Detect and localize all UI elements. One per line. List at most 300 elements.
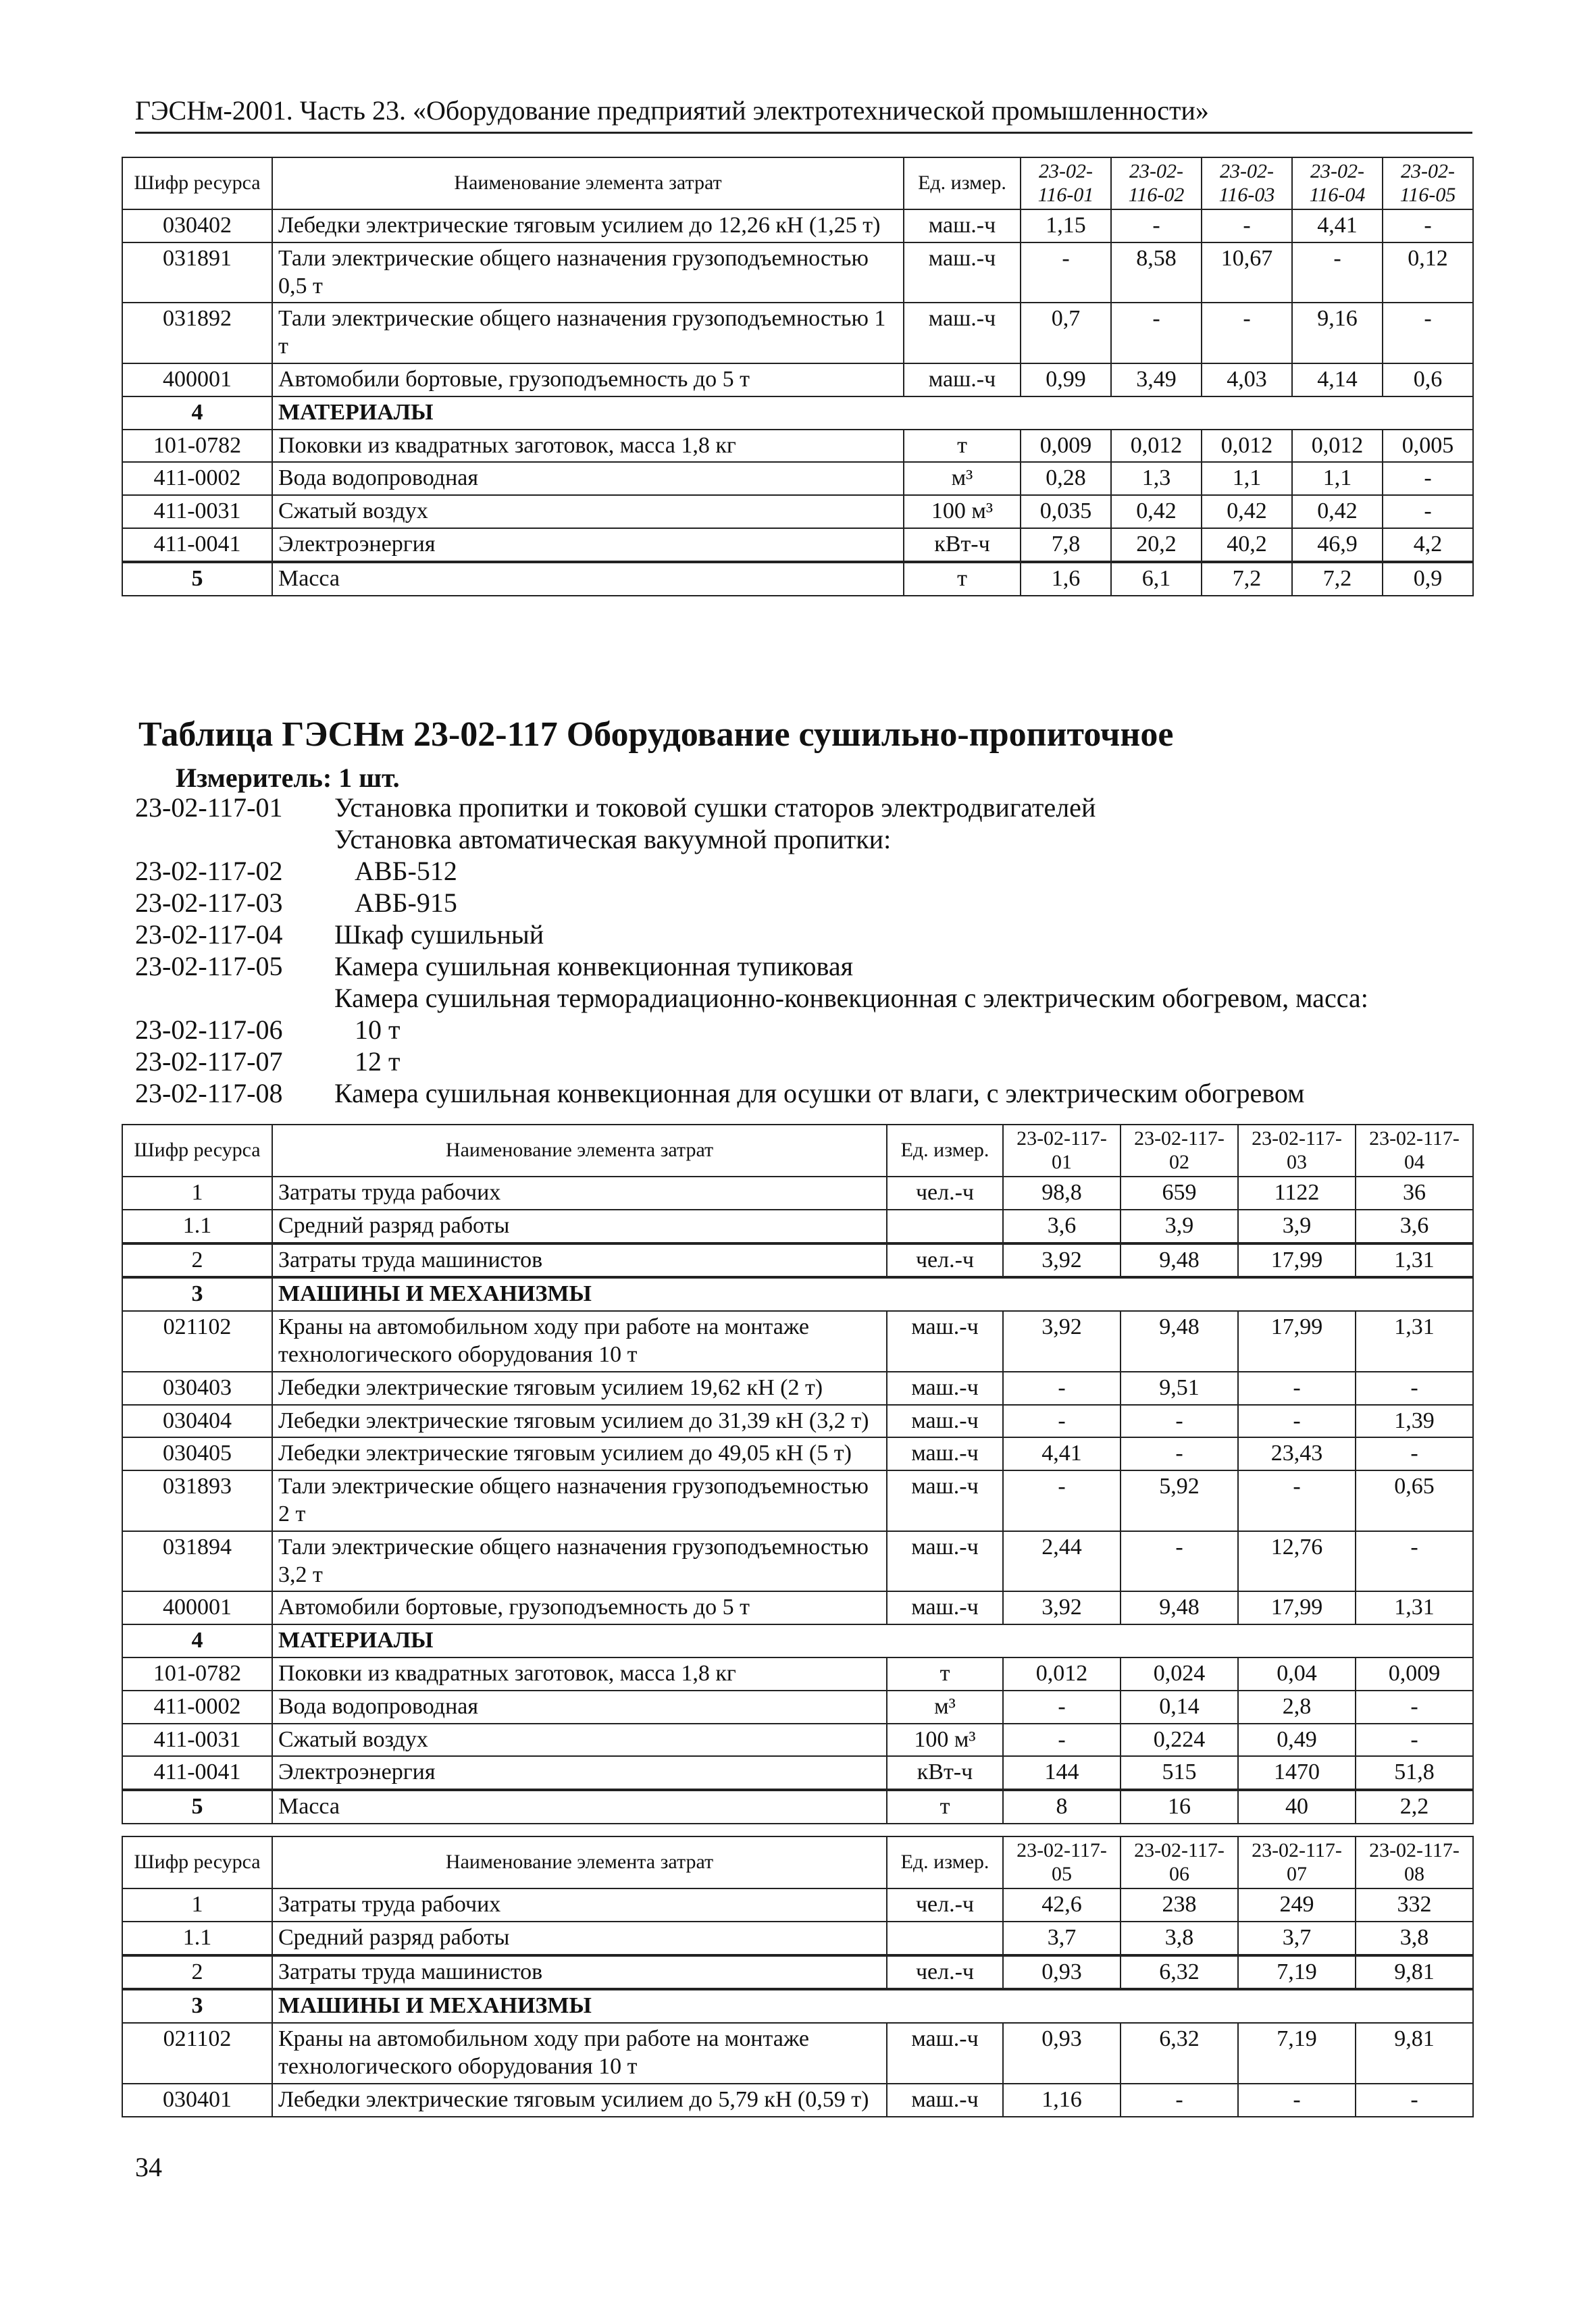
item-code: 23-02-117-02 xyxy=(135,856,283,886)
norm-value: 1,15 xyxy=(1021,209,1111,242)
norm-value: 8 xyxy=(1003,1790,1121,1824)
item-row xyxy=(135,823,1368,855)
table-row xyxy=(122,1691,1473,1724)
norm-value: - xyxy=(1383,303,1473,363)
norm-value: 0,005 xyxy=(1383,430,1473,463)
cost-element-name: Автомобили бортовые, грузоподъемность до 5 т xyxy=(272,1591,887,1624)
resource-table-116-continued xyxy=(122,157,1474,596)
norm-value: - xyxy=(1202,303,1292,363)
cost-element-name: Средний разряд работы xyxy=(272,1922,887,1955)
item-code: 23-02-117-03 xyxy=(135,888,283,918)
resource-code: 4 xyxy=(122,1624,272,1657)
resource-code: 030404 xyxy=(122,1405,272,1438)
table-header-row xyxy=(122,157,1473,209)
resource-code: 031891 xyxy=(122,242,272,303)
section-row xyxy=(122,1989,1473,2023)
cost-element-name: Лебедки электрические тяговым усилием до 31,39 кН (3,2 т) xyxy=(272,1405,887,1438)
resource-code: 411-0041 xyxy=(122,1756,272,1790)
norm-value: - xyxy=(1356,1372,1473,1405)
norm-value: 46,9 xyxy=(1292,528,1383,562)
item-description: АВБ-915 xyxy=(355,888,457,918)
measure-unit: Измеритель: 1 шт. xyxy=(176,763,400,793)
item-description: Установка автоматическая вакуумной пропитки: xyxy=(334,824,892,854)
norm-value: 0,04 xyxy=(1238,1657,1356,1691)
resource-code: 101-0782 xyxy=(122,1657,272,1691)
item-row xyxy=(135,792,1368,823)
norm-value: 0,42 xyxy=(1111,495,1202,528)
resource-table-117-a xyxy=(122,1124,1474,1824)
norm-value: 659 xyxy=(1121,1177,1238,1210)
cost-element-name: Лебедки электрические тяговым усилием до 49,05 кН (5 т) xyxy=(272,1437,887,1470)
table-header-row xyxy=(122,1836,1473,1888)
column-header-value: 23-02-117-04 xyxy=(1356,1125,1473,1177)
cost-element-name: Тали электрические общего назначения грузоподъемностью 2 т xyxy=(272,1470,887,1531)
resource-code: 3 xyxy=(122,1989,272,2023)
norm-value: 0,012 xyxy=(1003,1657,1121,1691)
column-header-value: 23-02-116-04 xyxy=(1292,157,1383,209)
norm-value: 4,41 xyxy=(1003,1437,1121,1470)
resource-code: 411-0031 xyxy=(122,1724,272,1757)
norm-value: 7,19 xyxy=(1238,1955,1356,1990)
column-header-unit: Ед. измер. xyxy=(904,157,1021,209)
norm-value: 1,16 xyxy=(1003,2084,1121,2117)
table-row xyxy=(122,1177,1473,1210)
norm-value: 0,009 xyxy=(1356,1657,1473,1691)
norm-value: 98,8 xyxy=(1003,1177,1121,1210)
norm-value: - xyxy=(1121,1405,1238,1438)
norm-value: 3,8 xyxy=(1121,1922,1238,1955)
section-row xyxy=(122,396,1473,430)
item-row xyxy=(135,950,1368,982)
norm-value: 40,2 xyxy=(1202,528,1292,562)
cost-element-name: Поковки из квадратных заготовок, масса 1,8 кг xyxy=(272,430,904,463)
norm-value: - xyxy=(1003,1691,1121,1724)
table-row xyxy=(122,562,1473,596)
norm-value: 8,58 xyxy=(1111,242,1202,303)
norm-value: 1,3 xyxy=(1111,462,1202,495)
column-header-value: 23-02-117-07 xyxy=(1238,1836,1356,1888)
column-header-value: 23-02-116-01 xyxy=(1021,157,1111,209)
unit-of-measure: м³ xyxy=(887,1691,1003,1724)
unit-of-measure: чел.-ч xyxy=(887,1243,1003,1278)
cost-element-name: Затраты труда рабочих xyxy=(272,1888,887,1922)
cost-element-name: Лебедки электрические тяговым усилием до 5,79 кН (0,59 т) xyxy=(272,2084,887,2117)
cost-element-name: Масса xyxy=(272,562,904,596)
item-code: 23-02-117-05 xyxy=(135,951,283,981)
column-header-unit: Ед. измер. xyxy=(887,1836,1003,1888)
norm-value: 3,6 xyxy=(1003,1210,1121,1243)
norm-value: 10,67 xyxy=(1202,242,1292,303)
unit-of-measure: маш.-ч xyxy=(904,363,1021,396)
unit-of-measure: маш.-ч xyxy=(887,2023,1003,2084)
unit-of-measure: чел.-ч xyxy=(887,1888,1003,1922)
table-row xyxy=(122,242,1473,303)
table-row xyxy=(122,2023,1473,2084)
cost-element-name: Затраты труда машинистов xyxy=(272,1243,887,1278)
unit-of-measure: маш.-ч xyxy=(904,303,1021,363)
section-name: МАШИНЫ И МЕХАНИЗМЫ xyxy=(272,1277,1473,1311)
unit-of-measure xyxy=(887,1210,1003,1243)
item-code: 23-02-117-01 xyxy=(135,792,283,823)
table-row xyxy=(122,1756,1473,1790)
unit-of-measure: маш.-ч xyxy=(887,1470,1003,1531)
resource-code: 2 xyxy=(122,1955,272,1990)
column-header-name: Наименование элемента затрат xyxy=(272,1125,887,1177)
norm-value: 0,7 xyxy=(1021,303,1111,363)
table-row xyxy=(122,1243,1473,1278)
resource-code: 031893 xyxy=(122,1470,272,1531)
table-row xyxy=(122,528,1473,562)
norm-value: 17,99 xyxy=(1238,1591,1356,1624)
norm-value: 1122 xyxy=(1238,1177,1356,1210)
norm-value: 7,2 xyxy=(1202,562,1292,596)
norm-value: - xyxy=(1121,1437,1238,1470)
cost-element-name: Тали электрические общего назначения грузоподъемностью 3,2 т xyxy=(272,1531,887,1592)
norm-value: 3,6 xyxy=(1356,1210,1473,1243)
table-row xyxy=(122,1311,1473,1372)
resource-table-117-b xyxy=(122,1836,1474,2117)
section-row xyxy=(122,1624,1473,1657)
cost-element-name: Автомобили бортовые, грузоподъемность до 5 т xyxy=(272,363,904,396)
norm-value: 515 xyxy=(1121,1756,1238,1790)
norm-value: 249 xyxy=(1238,1888,1356,1922)
norm-value: 0,99 xyxy=(1021,363,1111,396)
resource-code: 101-0782 xyxy=(122,430,272,463)
column-header-value: 23-02-116-05 xyxy=(1383,157,1473,209)
norm-value: 0,012 xyxy=(1202,430,1292,463)
norm-value: 42,6 xyxy=(1003,1888,1121,1922)
norm-value: - xyxy=(1383,495,1473,528)
cost-element-name: Затраты труда машинистов xyxy=(272,1955,887,1990)
resource-code: 021102 xyxy=(122,1311,272,1372)
norm-value: 0,65 xyxy=(1356,1470,1473,1531)
table-row xyxy=(122,430,1473,463)
table-row xyxy=(122,1724,1473,1757)
resource-code: 1.1 xyxy=(122,1922,272,1955)
table-row xyxy=(122,1405,1473,1438)
cost-element-name: Масса xyxy=(272,1790,887,1824)
norm-value: 9,81 xyxy=(1356,2023,1473,2084)
resource-code: 030401 xyxy=(122,2084,272,2117)
norm-value: 0,93 xyxy=(1003,1955,1121,1990)
norm-value: - xyxy=(1238,1470,1356,1531)
norm-value: 1470 xyxy=(1238,1756,1356,1790)
table-row xyxy=(122,303,1473,363)
column-header-value: 23-02-116-02 xyxy=(1111,157,1202,209)
cost-element-name: Электроэнергия xyxy=(272,1756,887,1790)
item-description: Установка пропитки и токовой сушки статоров электродвигателей xyxy=(334,792,1096,823)
resource-code: 2 xyxy=(122,1243,272,1278)
table-row xyxy=(122,1657,1473,1691)
column-header-value: 23-02-117-05 xyxy=(1003,1836,1121,1888)
norm-value: 40 xyxy=(1238,1790,1356,1824)
unit-of-measure: маш.-ч xyxy=(904,242,1021,303)
table-row xyxy=(122,2084,1473,2117)
column-header-value: 23-02-117-01 xyxy=(1003,1125,1121,1177)
norm-value: - xyxy=(1238,1405,1356,1438)
cost-element-name: Сжатый воздух xyxy=(272,1724,887,1757)
norm-value: 3,9 xyxy=(1121,1210,1238,1243)
norm-value: 0,9 xyxy=(1383,562,1473,596)
norm-value: - xyxy=(1238,1372,1356,1405)
norm-value: - xyxy=(1356,1437,1473,1470)
norm-value: 12,76 xyxy=(1238,1531,1356,1592)
norm-value: 7,19 xyxy=(1238,2023,1356,2084)
norm-value: 1,31 xyxy=(1356,1243,1473,1278)
norm-value: 1,1 xyxy=(1292,462,1383,495)
item-row xyxy=(135,887,1368,919)
section-row xyxy=(122,1277,1473,1311)
resource-code: 411-0031 xyxy=(122,495,272,528)
norm-value: 9,51 xyxy=(1121,1372,1238,1405)
item-code: 23-02-117-08 xyxy=(135,1078,283,1108)
section-name: МАШИНЫ И МЕХАНИЗМЫ xyxy=(272,1989,1473,2023)
item-row xyxy=(135,855,1368,887)
norm-value: 9,48 xyxy=(1121,1243,1238,1278)
unit-of-measure: маш.-ч xyxy=(887,1311,1003,1372)
item-row xyxy=(135,1014,1368,1046)
resource-code: 1 xyxy=(122,1888,272,1922)
norm-value: 0,12 xyxy=(1383,242,1473,303)
norm-value: 3,7 xyxy=(1003,1922,1121,1955)
item-description: 12 т xyxy=(355,1046,401,1077)
norm-value: 6,32 xyxy=(1121,2023,1238,2084)
norm-value: 3,49 xyxy=(1111,363,1202,396)
norm-value: 23,43 xyxy=(1238,1437,1356,1470)
unit-of-measure: маш.-ч xyxy=(887,1405,1003,1438)
norm-value: 1,31 xyxy=(1356,1311,1473,1372)
table-row xyxy=(122,1470,1473,1531)
norm-value: - xyxy=(1356,2084,1473,2117)
cost-element-name: Краны на автомобильном ходу при работе на монтаже технологического оборудования 10 т xyxy=(272,2023,887,2084)
norm-value: 0,012 xyxy=(1292,430,1383,463)
item-row xyxy=(135,1046,1368,1077)
column-header-code: Шифр ресурса xyxy=(122,1836,272,1888)
resource-code: 400001 xyxy=(122,363,272,396)
cost-element-name: Тали электрические общего назначения грузоподъемностью 0,5 т xyxy=(272,242,904,303)
norm-value: 9,48 xyxy=(1121,1591,1238,1624)
norm-value: 16 xyxy=(1121,1790,1238,1824)
norm-value: 2,8 xyxy=(1238,1691,1356,1724)
item-description: Камера сушильная конвекционная тупиковая xyxy=(334,951,854,981)
table-row xyxy=(122,1888,1473,1922)
unit-of-measure: маш.-ч xyxy=(887,1591,1003,1624)
norm-value: 20,2 xyxy=(1111,528,1202,562)
column-header-value: 23-02-117-02 xyxy=(1121,1125,1238,1177)
norm-value: 4,14 xyxy=(1292,363,1383,396)
cost-element-name: Затраты труда рабочих xyxy=(272,1177,887,1210)
norm-value: - xyxy=(1121,1531,1238,1592)
unit-of-measure: м³ xyxy=(904,462,1021,495)
column-header-value: 23-02-117-06 xyxy=(1121,1836,1238,1888)
item-row xyxy=(135,982,1368,1014)
cost-element-name: Средний разряд работы xyxy=(272,1210,887,1243)
unit-of-measure: кВт-ч xyxy=(904,528,1021,562)
norm-value: 3,92 xyxy=(1003,1591,1121,1624)
item-description: АВБ-512 xyxy=(355,856,457,886)
norm-value: - xyxy=(1111,303,1202,363)
item-description: Шкаф сушильный xyxy=(334,919,544,950)
norm-value: - xyxy=(1003,1724,1121,1757)
norm-value: 144 xyxy=(1003,1756,1121,1790)
unit-of-measure: т xyxy=(904,562,1021,596)
cost-element-name: Электроэнергия xyxy=(272,528,904,562)
item-description: Камера сушильная конвекционная для осушки от влаги, с электрическим обогревом xyxy=(334,1078,1305,1108)
unit-of-measure: маш.-ч xyxy=(887,1437,1003,1470)
norm-value: - xyxy=(1356,1691,1473,1724)
resource-code: 030402 xyxy=(122,209,272,242)
norm-value: 0,012 xyxy=(1111,430,1202,463)
cost-element-name: Вода водопроводная xyxy=(272,462,904,495)
table-row xyxy=(122,495,1473,528)
resource-code: 3 xyxy=(122,1277,272,1311)
norm-value: 0,42 xyxy=(1202,495,1292,528)
column-header-unit: Ед. измер. xyxy=(887,1125,1003,1177)
cost-element-name: Лебедки электрические тяговым усилием 19,62 кН (2 т) xyxy=(272,1372,887,1405)
unit-of-measure: чел.-ч xyxy=(887,1177,1003,1210)
unit-of-measure: маш.-ч xyxy=(887,1372,1003,1405)
page-number: 34 xyxy=(135,2152,162,2182)
item-code: 23-02-117-06 xyxy=(135,1014,283,1045)
norm-value: 1,31 xyxy=(1356,1591,1473,1624)
unit-of-measure: 100 м³ xyxy=(904,495,1021,528)
unit-of-measure: маш.-ч xyxy=(887,1531,1003,1592)
column-header-name: Наименование элемента затрат xyxy=(272,1836,887,1888)
norm-value: 51,8 xyxy=(1356,1756,1473,1790)
norm-value: - xyxy=(1383,209,1473,242)
table-row xyxy=(122,1955,1473,1990)
norm-value: - xyxy=(1356,1531,1473,1592)
table-row xyxy=(122,363,1473,396)
table-header-row xyxy=(122,1125,1473,1177)
norm-value: - xyxy=(1003,1470,1121,1531)
norm-value: 3,7 xyxy=(1238,1922,1356,1955)
resource-code: 411-0002 xyxy=(122,1691,272,1724)
table-title: Таблица ГЭСНм 23-02-117 Оборудование сушильно-пропиточное xyxy=(138,715,1174,754)
norm-value: 17,99 xyxy=(1238,1243,1356,1278)
table-row xyxy=(122,1922,1473,1955)
norm-value: - xyxy=(1383,462,1473,495)
table-row xyxy=(122,1372,1473,1405)
norm-value: 17,99 xyxy=(1238,1311,1356,1372)
norm-value: - xyxy=(1121,2084,1238,2117)
norm-value: - xyxy=(1003,1405,1121,1438)
table-row xyxy=(122,1531,1473,1592)
norm-value: 0,024 xyxy=(1121,1657,1238,1691)
norm-value: 2,2 xyxy=(1356,1790,1473,1824)
norm-value: 7,2 xyxy=(1292,562,1383,596)
resource-code: 4 xyxy=(122,396,272,430)
unit-of-measure: маш.-ч xyxy=(904,209,1021,242)
norm-value: 36 xyxy=(1356,1177,1473,1210)
resource-code: 400001 xyxy=(122,1591,272,1624)
unit-of-measure: т xyxy=(904,430,1021,463)
norm-value: 7,8 xyxy=(1021,528,1111,562)
item-row xyxy=(135,919,1368,950)
norm-value: 3,92 xyxy=(1003,1243,1121,1278)
norm-value: 3,9 xyxy=(1238,1210,1356,1243)
norm-value: 0,224 xyxy=(1121,1724,1238,1757)
resource-code: 031894 xyxy=(122,1531,272,1592)
unit-of-measure: т xyxy=(887,1657,1003,1691)
norm-value: 9,16 xyxy=(1292,303,1383,363)
norm-value: - xyxy=(1356,1724,1473,1757)
unit-of-measure xyxy=(887,1922,1003,1955)
resource-code: 1 xyxy=(122,1177,272,1210)
section-name: МАТЕРИАЛЫ xyxy=(272,1624,1473,1657)
column-header-value: 23-02-116-03 xyxy=(1202,157,1292,209)
norm-value: 332 xyxy=(1356,1888,1473,1922)
unit-of-measure: чел.-ч xyxy=(887,1955,1003,1990)
column-header-code: Шифр ресурса xyxy=(122,157,272,209)
resource-code: 1.1 xyxy=(122,1210,272,1243)
column-header-name: Наименование элемента затрат xyxy=(272,157,904,209)
norm-value: 3,8 xyxy=(1356,1922,1473,1955)
unit-of-measure: кВт-ч xyxy=(887,1756,1003,1790)
norm-value: - xyxy=(1238,2084,1356,2117)
resource-code: 5 xyxy=(122,562,272,596)
norm-value: - xyxy=(1111,209,1202,242)
norm-value: 238 xyxy=(1121,1888,1238,1922)
unit-of-measure: 100 м³ xyxy=(887,1724,1003,1757)
norm-value: 0,6 xyxy=(1383,363,1473,396)
table-row xyxy=(122,209,1473,242)
item-row xyxy=(135,1077,1368,1109)
norm-value: 0,28 xyxy=(1021,462,1111,495)
norm-value: - xyxy=(1292,242,1383,303)
resource-code: 411-0041 xyxy=(122,528,272,562)
resource-code: 411-0002 xyxy=(122,462,272,495)
norm-value: 1,6 xyxy=(1021,562,1111,596)
cost-element-name: Поковки из квадратных заготовок, масса 1,8 кг xyxy=(272,1657,887,1691)
section-name: МАТЕРИАЛЫ xyxy=(272,396,1473,430)
resource-code: 5 xyxy=(122,1790,272,1824)
norm-value: 0,49 xyxy=(1238,1724,1356,1757)
norm-value: 5,92 xyxy=(1121,1470,1238,1531)
resource-code: 030405 xyxy=(122,1437,272,1470)
item-code: 23-02-117-04 xyxy=(135,919,283,950)
norm-value: 1,39 xyxy=(1356,1405,1473,1438)
table-row xyxy=(122,462,1473,495)
norm-value: 4,03 xyxy=(1202,363,1292,396)
resource-code: 021102 xyxy=(122,2023,272,2084)
norm-value: 9,81 xyxy=(1356,1955,1473,1990)
norm-value: 4,2 xyxy=(1383,528,1473,562)
item-code xyxy=(135,823,334,855)
table-row xyxy=(122,1210,1473,1243)
cost-element-name: Лебедки электрические тяговым усилием до 12,26 кН (1,25 т) xyxy=(272,209,904,242)
page-header: ГЭСНм-2001. Часть 23. «Оборудование предприятий электротехнической промышленности» xyxy=(135,95,1472,134)
norm-value: 2,44 xyxy=(1003,1531,1121,1592)
item-code xyxy=(135,982,334,1014)
cost-element-name: Вода водопроводная xyxy=(272,1691,887,1724)
norm-value: 4,41 xyxy=(1292,209,1383,242)
norm-value: 0,42 xyxy=(1292,495,1383,528)
column-header-code: Шифр ресурса xyxy=(122,1125,272,1177)
norm-value: - xyxy=(1202,209,1292,242)
resource-code: 031892 xyxy=(122,303,272,363)
norm-value: - xyxy=(1021,242,1111,303)
norm-value: 1,1 xyxy=(1202,462,1292,495)
item-code: 23-02-117-07 xyxy=(135,1046,283,1077)
column-header-value: 23-02-117-03 xyxy=(1238,1125,1356,1177)
cost-element-name: Тали электрические общего назначения грузоподъемностью 1 т xyxy=(272,303,904,363)
unit-of-measure: т xyxy=(887,1790,1003,1824)
resource-code: 030403 xyxy=(122,1372,272,1405)
table-row xyxy=(122,1790,1473,1824)
item-list xyxy=(135,792,1368,1109)
table-row xyxy=(122,1437,1473,1470)
